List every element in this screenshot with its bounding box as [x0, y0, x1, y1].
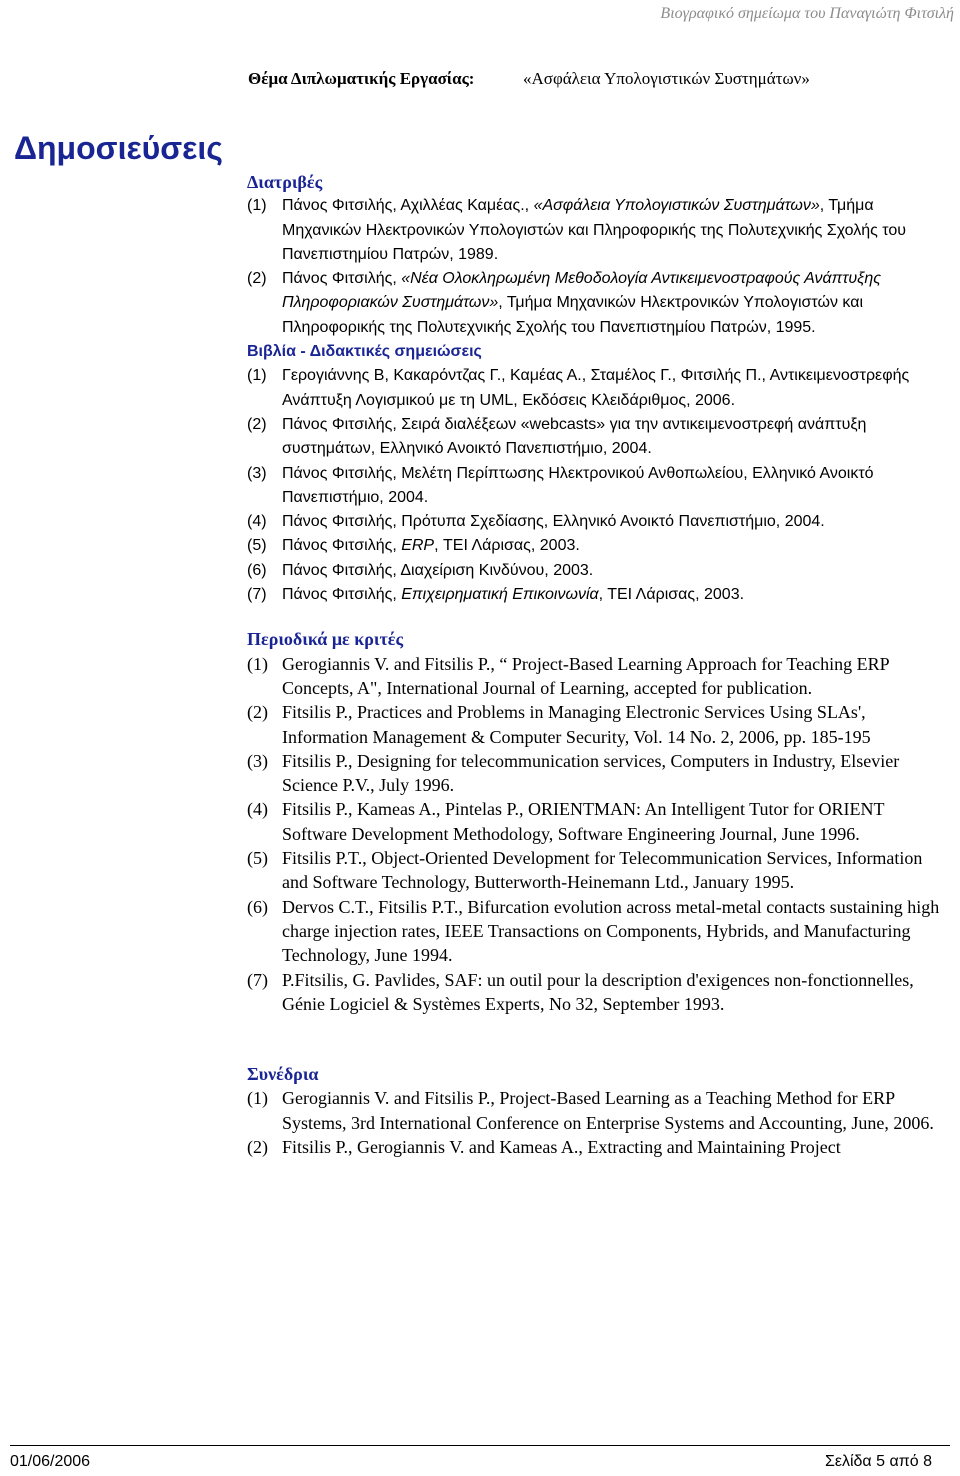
item-italic-title: «Νέα Ολοκληρωμένη Μεθοδολογία Αντικειμενοστραφούς Ανάπτυξης Πληροφοριακών Συστημάτων» — [282, 270, 881, 312]
list-item — [247, 1135, 942, 1159]
item-number: (5) — [247, 537, 267, 555]
page-footer — [10, 1445, 950, 1470]
list-item — [247, 749, 942, 798]
item-number: (7) — [247, 969, 268, 990]
item-text — [282, 413, 942, 462]
item-text-part: P.Fitsilis, G. Pavlides, SAF: un outil pour la description d'exigences non-fonctionnelles, Génie Logiciel & Systèmes Experts, No 32, September 1993. — [282, 969, 914, 1014]
item-number: (4) — [247, 799, 268, 820]
conferences-title: Συνέδρια — [247, 1064, 319, 1085]
item-text — [282, 749, 942, 798]
item-number: (1) — [247, 367, 267, 385]
item-text — [282, 534, 942, 558]
list-item — [247, 700, 942, 749]
item-text-part: Πάνος Φιτσιλής, Πρότυπα Σχεδίασης, Ελληνικό Ανοικτό Πανεπιστήμιο, 2004. — [282, 513, 825, 531]
thesis-title: «Ασφάλεια Υπολογιστικών Συστημάτων» — [523, 69, 810, 88]
item-text-part: Fitsilis P., Practices and Problems in Managing Electronic Services Using SLAs', Information Management & Computer Security, Vol. 14 No. 2, 2006, pp. 185-195 — [282, 702, 871, 747]
item-number: (2) — [247, 1136, 268, 1157]
list-item — [247, 559, 942, 583]
item-text — [282, 846, 942, 895]
item-italic-title: «Ασφάλεια Υπολογιστικών Συστημάτων» — [533, 197, 820, 215]
thesis-line — [248, 69, 940, 89]
publications-heading: Δημοσιεύσεις — [14, 130, 223, 166]
item-text-part: Gerogiannis V. and Fitsilis P., Project-Based Learning as a Teaching Method for ERP Systems, 3rd International Conference on Enterprise Systems and Accounting, June, 2006. — [282, 1088, 934, 1133]
item-text-part: Fitsilis P., Designing for telecommunication services, Computers in Industry, Elsevier Science P.V., July 1996. — [282, 750, 900, 796]
item-text-part: , ΤΕΙ Λάρισας, 2003. — [598, 586, 745, 604]
list-item — [247, 534, 942, 558]
list-item — [247, 652, 942, 701]
item-number: (3) — [247, 464, 267, 482]
item-text — [282, 364, 942, 413]
item-number: (1) — [247, 197, 267, 215]
item-text — [282, 652, 942, 701]
list-item — [247, 968, 942, 1017]
item-text-part: Fitsilis P., Gerogiannis V. and Kameas A., Extracting and Maintaining Project — [282, 1136, 841, 1157]
item-text-part: Πάνος Φιτσιλής, Σειρά διαλέξεων «webcasts» για την αντικειμενοστρεφή ανάπτυξη συστημάτων, Ελληνικό Ανοικτό Πανεπιστήμιο, 2004. — [282, 415, 867, 458]
list-item — [247, 583, 942, 607]
publications-content — [247, 170, 942, 1159]
list-item — [247, 194, 942, 267]
item-text — [282, 583, 942, 607]
item-text-part: , ΤΕΙ Λάρισας, 2003. — [434, 537, 580, 555]
list-item — [247, 267, 942, 340]
item-text — [282, 700, 942, 749]
footer-page-number: Σελίδα 5 από 8 — [824, 1453, 932, 1470]
item-number: (2) — [247, 415, 267, 433]
journals-list — [247, 652, 942, 1016]
dissertations-title: Διατριβές — [247, 172, 323, 192]
item-text-part: Dervos C.T., Fitsilis P.T., Bifurcation evolution across metal-metal contacts sustaining high charge injection rates, IEEE Transactions on Components, Hybrids, and Manufacturing Technology, June 1994. — [282, 896, 940, 966]
item-text-part: Fitsilis P.T., Object-Oriented Development for Telecommunication Services, Information and Software Technology, Butterworth-Heinemann Ltd., January 1995. — [282, 848, 923, 893]
item-text — [282, 267, 942, 340]
item-number: (3) — [247, 750, 268, 771]
item-text — [282, 462, 942, 511]
item-text-part: Fitsilis P., Kameas A., Pintelas P., ORIENTMAN: An Intelligent Tutor for ORIENT Software Development Methodology, Software Engineering Journal, June 1996. — [282, 799, 885, 844]
list-item — [247, 462, 942, 511]
list-item — [247, 895, 942, 968]
item-text-part: Πάνος Φιτσιλής, Μελέτη Περίπτωσης Ηλεκτρονικού Ανθοπωλείου, Ελληνικό Ανοικτό Πανεπιστήμιο, 2004. — [282, 464, 874, 506]
item-number: (2) — [247, 702, 268, 723]
item-text — [282, 797, 942, 846]
list-item — [247, 797, 942, 846]
running-header: Βιογραφικό σημείωμα του Παναγιώτη Φιτσιλή — [660, 5, 954, 22]
item-number: (5) — [247, 848, 268, 869]
item-number: (2) — [247, 270, 267, 288]
item-text — [282, 510, 942, 534]
item-text — [282, 559, 942, 583]
item-number: (4) — [247, 513, 267, 531]
item-text — [282, 1135, 942, 1159]
list-item — [247, 846, 942, 895]
item-number: (6) — [247, 896, 268, 917]
item-italic-title: Επιχειρηματική Επικοινωνία — [401, 586, 599, 604]
item-text-part: Πάνος Φιτσιλής, — [282, 537, 402, 555]
item-text-part: , Τμήμα Μηχανικών Ηλεκτρονικών Υπολογιστών και Πληροφορικής της Πολυτεχνικής Σχολής του Πανεπιστημίου Πατρών, 1989. — [282, 197, 907, 263]
item-text-part: Πάνος Φιτσιλής, Αχιλλέας Καμέας., — [282, 197, 534, 215]
item-text-part: Πάνος Φιτσιλής, Διαχείριση Κινδύνου, 2003. — [282, 561, 594, 579]
item-number: (6) — [247, 561, 267, 579]
list-item — [247, 364, 942, 413]
list-item — [247, 510, 942, 534]
item-text-part: , Τμήμα Μηχανικών Ηλεκτρονικών Υπολογιστών και Πληροφορικής της Πολυτεχνικής Σχολής του Πανεπιστημίου Πατρών, 1995. — [282, 294, 864, 336]
item-text — [282, 1086, 942, 1135]
item-text-part: Πάνος Φιτσιλής, — [282, 270, 402, 288]
item-text — [282, 968, 942, 1017]
item-text-part: Γερογιάννης Β, Κακαρόντζας Γ., Καμέας Α., Σταμέλος Γ., Φιτσιλής Π., Αντικειμενοστρεφής Ανάπτυξη Λογισμικού με τη UML, Εκδόσεις Κλειδάριθμος, 2006. — [282, 367, 910, 409]
list-item — [247, 1086, 942, 1135]
books-title: Βιβλία - Διδακτικές σημειώσεις — [247, 343, 482, 361]
conferences-list — [247, 1086, 942, 1159]
item-number: (7) — [247, 586, 267, 604]
thesis-label: Θέμα Διπλωματικής Εργασίας: — [248, 69, 475, 88]
item-text-part: Gerogiannis V. and Fitsilis P., “ Project-Based Learning Approach for Teaching ERP Concepts, A", International Journal of Learning, accepted for publication. — [282, 653, 889, 698]
item-text-part: Πάνος Φιτσιλής, — [282, 586, 402, 604]
item-number: (1) — [247, 653, 268, 674]
item-italic-title: ERP — [401, 537, 435, 555]
dissertations-list — [247, 194, 942, 340]
item-text — [282, 895, 942, 968]
footer-date: 01/06/2006 — [10, 1453, 91, 1470]
item-number: (1) — [247, 1088, 268, 1109]
list-item — [247, 413, 942, 462]
item-text — [282, 194, 942, 267]
journals-title: Περιοδικά με κριτές — [247, 629, 404, 650]
books-list — [247, 364, 942, 607]
